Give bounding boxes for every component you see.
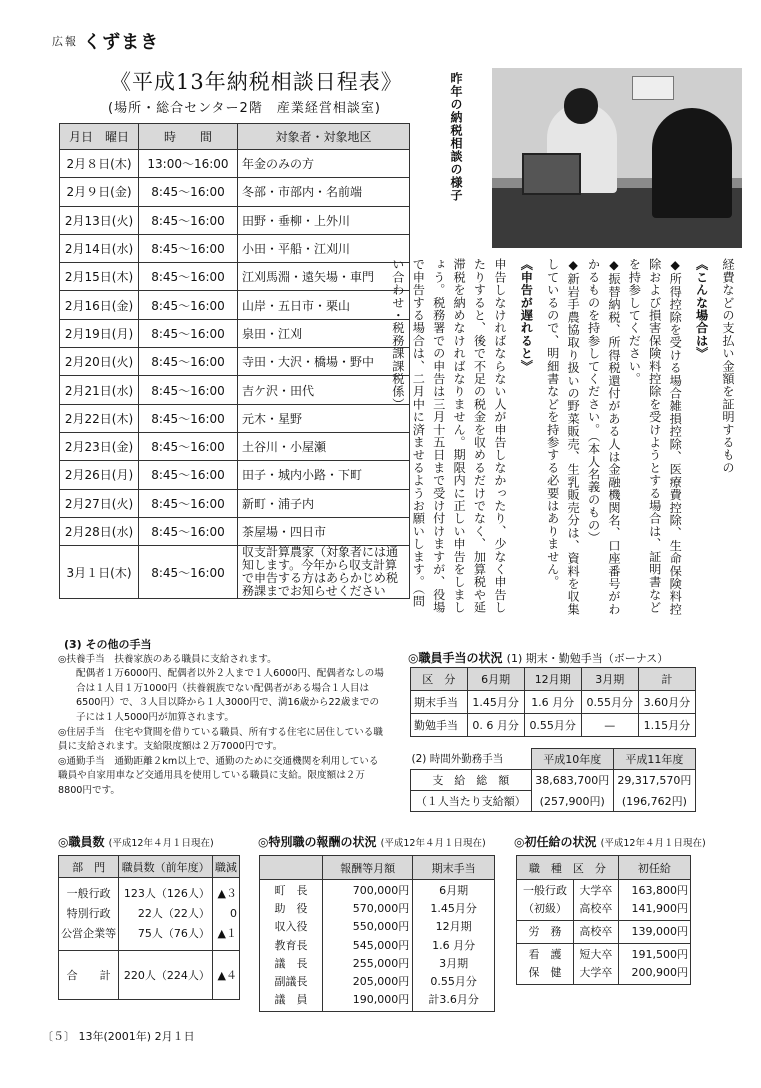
bonus-cell: 0.55月分 <box>524 714 581 737</box>
special-bonus: 0.55月分 <box>430 975 477 989</box>
special-bonus: 12月期 <box>435 920 472 934</box>
photo-caption: 昨年の納税相談の様子 <box>449 72 463 202</box>
row-area: 茶屋場・四日市 <box>238 517 410 545</box>
special-header: 報酬等月額 <box>323 856 413 880</box>
special-staff-table <box>259 855 495 1012</box>
header-date: 月日 曜日 <box>60 124 139 150</box>
initial-title: ◎初任給の状況 <box>514 835 597 849</box>
table-row <box>260 880 495 1012</box>
initial-pay-value: 163,800円 <box>631 884 688 897</box>
special-position: 教育長 <box>274 938 308 952</box>
table-row <box>60 234 410 262</box>
overtime-label: 支 給 総 額 <box>411 770 532 791</box>
staff-dept: 一般行政 <box>66 887 111 900</box>
row-time: 8:45～16:00 <box>139 206 238 234</box>
row-area: 泉田・江刈 <box>238 319 410 347</box>
special-position: 助 役 <box>274 902 308 916</box>
row-time: 8:45～16:00 <box>139 263 238 291</box>
staff-count: 75人（76人） <box>137 927 210 940</box>
article-paragraph: ◆振替納税、所得税還付がある人は金融機関名、口座番号がわかるものを持参してください。（本人名義のもの） <box>586 258 621 616</box>
row-time: 8:45～16:00 <box>139 546 238 599</box>
overtime-label: （１人当たり支給額） <box>411 791 532 812</box>
row-time: 8:45～16:00 <box>139 234 238 262</box>
row-time: 8:45～16:00 <box>139 178 238 206</box>
schedule-table <box>59 123 410 599</box>
tax-consultation-photo <box>492 68 742 248</box>
special-position: 収入役 <box>274 920 308 934</box>
article-heading: 《申告が遅れると》 <box>519 258 534 373</box>
other-allowances <box>58 638 388 799</box>
page-footer <box>42 1028 195 1044</box>
schedule-title: 《平成13年納税相談日程表》 <box>110 70 403 94</box>
tax-filing-article <box>390 258 738 620</box>
row-area: 田野・垂柳・上外川 <box>238 206 410 234</box>
article-paragraph: ◆所得控除を受ける場合雑損控除、医療費控除、生命保険料控除および損害保険料控除を受けようとする場合は、証明書などを持参してください。 <box>627 258 683 616</box>
row-date: 2月８日(木) <box>60 150 139 178</box>
table-row <box>60 376 410 404</box>
row-area: 土谷川・小屋瀬 <box>238 432 410 460</box>
overtime-subtitle: (2) 時間外勤務手当 <box>411 753 504 766</box>
bonus-cell: — <box>581 714 638 737</box>
initial-note: (平成12年４月１日現在) <box>600 838 706 849</box>
page-number: 〔５〕 <box>42 1030 75 1043</box>
row-date: 2月27日(火) <box>60 489 139 517</box>
row-date: 2月19日(月) <box>60 319 139 347</box>
special-position: 議 員 <box>274 993 308 1007</box>
special-pay: 545,000円 <box>352 938 410 952</box>
table-row <box>60 517 410 545</box>
row-date: 3月１日(木) <box>60 546 139 599</box>
bonus-table <box>410 667 696 737</box>
overtime-per-person: (196,762円) <box>613 791 695 812</box>
table-row <box>60 348 410 376</box>
row-date: 2月15日(木) <box>60 263 139 291</box>
special-pay: 570,000円 <box>352 902 410 916</box>
initial-pay-value: 191,500円 <box>631 948 688 961</box>
article-heading: 《こんな場合は》 <box>694 258 709 360</box>
staff-section-title <box>58 833 214 850</box>
initial-header: 職 種 区 分 <box>517 856 619 880</box>
table-row <box>411 714 696 737</box>
table-row <box>60 461 410 489</box>
row-date: 2月21日(水) <box>60 376 139 404</box>
issue-date: 13年(2001年) 2月１日 <box>78 1030 195 1043</box>
allowance-status-title <box>408 649 668 666</box>
row-date: 2月13日(火) <box>60 206 139 234</box>
initial-pay-value: 200,900円 <box>631 966 688 979</box>
staff-title: ◎職員数 <box>58 835 105 849</box>
housing-allowance: ◎住居手当 住宅や貸間を借りている職員、所有する住宅に居住している職員に支給されます。支給限度額は２万7000円です。 <box>58 726 383 753</box>
overtime-total: 38,683,700円 <box>531 770 613 791</box>
initial-education: 大学卒 <box>579 966 613 979</box>
table-row <box>517 880 691 921</box>
staff-total-change: ▲４ <box>212 951 239 1000</box>
staff-total-count: 220人（224人） <box>119 951 213 1000</box>
overtime-total: 29,317,570円 <box>613 770 695 791</box>
row-area: 江刈馬淵・遠矢場・車門 <box>238 263 410 291</box>
allowance-subtitle: (1) 期末・勤勉手当（ボーナス） <box>506 652 669 665</box>
row-time: 8:45～16:00 <box>139 376 238 404</box>
row-area: 小田・平船・江刈川 <box>238 234 410 262</box>
table-row <box>60 404 410 432</box>
row-time: 8:45～16:00 <box>139 489 238 517</box>
table-row <box>60 178 410 206</box>
article-paragraph: 経費などの支払い金額を証明するもの <box>721 258 735 474</box>
row-area: 田子・城内小路・下町 <box>238 461 410 489</box>
article-paragraph: ◆新岩手農協取り扱いの野菜販売、生乳販売分は、資料を収集しているので、明細書などを持参する必要はありません。 <box>545 258 581 616</box>
special-bonus: 6月期 <box>439 884 469 897</box>
initial-education: 大学卒 <box>579 884 613 897</box>
row-area: 冬部・市部内・名前端 <box>238 178 410 206</box>
staff-header: 職減 <box>212 856 239 878</box>
bonus-cell: 3.60月分 <box>638 691 695 714</box>
row-area: 収支計算農家（対象者には通知します。今年から収支計算で申告する方はあらかじめ税務課までお知らせください <box>238 546 410 599</box>
staff-count: 123人（126人） <box>123 887 210 900</box>
family-allowance-head: ◎扶養手当 扶養家族のある職員に支給されます。 <box>58 653 277 665</box>
staff-count: 22人（22人） <box>137 907 210 920</box>
staff-change: ▲３ <box>217 887 237 900</box>
row-area: 山岸・五日市・栗山 <box>238 291 410 319</box>
row-date: 2月28日(水) <box>60 517 139 545</box>
initial-pay-value: 141,900円 <box>631 902 688 915</box>
header-time: 時 間 <box>139 124 238 150</box>
special-title: ◎特別職の報酬の状況 <box>258 835 377 849</box>
bonus-header: 区 分 <box>411 668 468 691</box>
article-paragraph: 申告しなければならない人が申告しなかったり、少なく申告したりすると、後で不足の税金を収めるだけでなく、加算税や延滞税を納めなければなりません。期限内に正しい申告をしましょう。税務署での申告は三月十五日まで受け付けますが、役場で申告する場合は、二月中に済ませるようお願いします。（問い合わせ・税務課課税係） <box>390 258 507 614</box>
special-header: 期末手当 <box>413 856 495 880</box>
initial-education: 短大卒 <box>579 948 613 961</box>
special-pay: 550,000円 <box>352 920 410 934</box>
special-pay: 190,000円 <box>352 993 410 1007</box>
special-position: 議 長 <box>274 956 308 970</box>
special-pay: 255,000円 <box>352 956 410 970</box>
bonus-cell: 0.55月分 <box>581 691 638 714</box>
allowance-title-text: ◎職員手当の状況 <box>408 651 503 665</box>
special-note: (平成12年４月１日現在) <box>380 838 486 849</box>
staff-note: (平成12年４月１日現在) <box>108 838 214 849</box>
row-area: 年金のみの方 <box>238 150 410 178</box>
overtime-header: 平成11年度 <box>613 749 695 770</box>
initial-pay-value: 139,000円 <box>618 921 690 944</box>
schedule-subtitle: (場所・総合センター2階 産業経営相談室) <box>108 101 381 116</box>
bonus-cell: 期末手当 <box>411 691 468 714</box>
table-row <box>517 921 691 944</box>
special-bonus: 1.6 月分 <box>432 938 476 952</box>
bonus-header: 計 <box>638 668 695 691</box>
staff-dept: 特別行政 <box>66 907 111 920</box>
schedule-header-row <box>60 124 410 150</box>
special-pay: 700,000円 <box>352 884 410 897</box>
special-pay: 205,000円 <box>352 975 410 989</box>
bonus-header: 12月期 <box>524 668 581 691</box>
table-row <box>59 951 240 1000</box>
other-allowances-title: (3) その他の手当 <box>64 638 152 651</box>
staff-table <box>58 855 240 1000</box>
staff-dept: 公営企業等 <box>61 927 117 940</box>
staff-change: ▲１ <box>217 927 237 940</box>
table-row <box>411 770 696 791</box>
overtime-header: 平成10年度 <box>531 749 613 770</box>
table-row <box>60 291 410 319</box>
table-row <box>59 878 240 951</box>
row-date: 2月９日(金) <box>60 178 139 206</box>
row-date: 2月22日(木) <box>60 404 139 432</box>
special-bonus: 計3.6月分 <box>428 993 479 1007</box>
table-row <box>60 432 410 460</box>
bonus-header: 6月期 <box>467 668 524 691</box>
newsletter-logo <box>52 28 159 54</box>
bonus-header: 3月期 <box>581 668 638 691</box>
staff-change: 0 <box>230 907 237 920</box>
initial-education: 高校卒 <box>574 921 619 944</box>
bonus-cell: 1.15月分 <box>638 714 695 737</box>
table-row <box>517 944 691 985</box>
table-row <box>60 489 410 517</box>
header-area: 対象者・対象地区 <box>238 124 410 150</box>
row-date: 2月14日(水) <box>60 234 139 262</box>
staff-total-label: 合 計 <box>59 951 119 1000</box>
row-time: 8:45～16:00 <box>139 404 238 432</box>
overtime-table <box>410 748 696 812</box>
row-date: 2月16日(金) <box>60 291 139 319</box>
special-position: 副議長 <box>274 975 308 989</box>
row-time: 8:45～16:00 <box>139 348 238 376</box>
special-section-title <box>258 833 486 850</box>
logo-small-text: 広報 <box>52 35 78 48</box>
row-area: 寺田・大沢・橋場・野中 <box>238 348 410 376</box>
bonus-cell: 勤勉手当 <box>411 714 468 737</box>
initial-section-title <box>514 833 706 850</box>
row-date: 2月26日(月) <box>60 461 139 489</box>
commuting-allowance: ◎通勤手当 通勤距離２km以上で、通勤のために交通機関を利用している職員や自家用車など交通用具を使用している職員に支給。限度額は２万8800円です。 <box>58 755 379 796</box>
table-row <box>60 546 410 599</box>
bonus-cell: 1.45月分 <box>467 691 524 714</box>
initial-header: 初任給 <box>618 856 690 880</box>
staff-header: 職員数（前年度） <box>119 856 213 878</box>
logo-main-text: くずまき <box>83 32 160 53</box>
row-time: 8:45～16:00 <box>139 517 238 545</box>
row-time: 8:45～16:00 <box>139 291 238 319</box>
initial-education: 高校卒 <box>579 902 613 915</box>
initial-job-type: 看 護 保 健 <box>517 944 574 985</box>
row-time: 8:45～16:00 <box>139 319 238 347</box>
initial-job-type: 労 務 <box>517 921 574 944</box>
row-date: 2月23日(金) <box>60 432 139 460</box>
initial-job-type: 一般行政 （初級） <box>517 880 574 921</box>
row-area: 新町・浦子内 <box>238 489 410 517</box>
table-row <box>411 691 696 714</box>
table-row <box>60 263 410 291</box>
row-time: 8:45～16:00 <box>139 461 238 489</box>
table-row <box>411 791 696 812</box>
staff-header: 部 門 <box>59 856 119 878</box>
family-allowance-body: 配偶者１万6000円、配偶者以外２人まで１人6000円、配偶者なしの場合は１人目１万1000円（扶養親族でない配偶者がある場合１人目は6500円）で、３人目以降から１人3000円で、満16歳から22歳までの子には１人5000円が加算されます。 <box>76 668 384 723</box>
table-row <box>60 319 410 347</box>
bonus-cell: 1.6 月分 <box>524 691 581 714</box>
bonus-cell: 0. 6 月分 <box>467 714 524 737</box>
table-row <box>60 206 410 234</box>
row-date: 2月20日(火) <box>60 348 139 376</box>
special-position: 町 長 <box>274 884 308 897</box>
row-area: 元木・星野 <box>238 404 410 432</box>
row-area: 吉ケ沢・田代 <box>238 376 410 404</box>
table-row <box>60 150 410 178</box>
special-bonus: 3月期 <box>439 956 469 970</box>
row-time: 13:00～16:00 <box>139 150 238 178</box>
initial-pay-table <box>516 855 691 985</box>
row-time: 8:45～16:00 <box>139 432 238 460</box>
overtime-per-person: (257,900円) <box>531 791 613 812</box>
special-bonus: 1.45月分 <box>430 902 477 916</box>
